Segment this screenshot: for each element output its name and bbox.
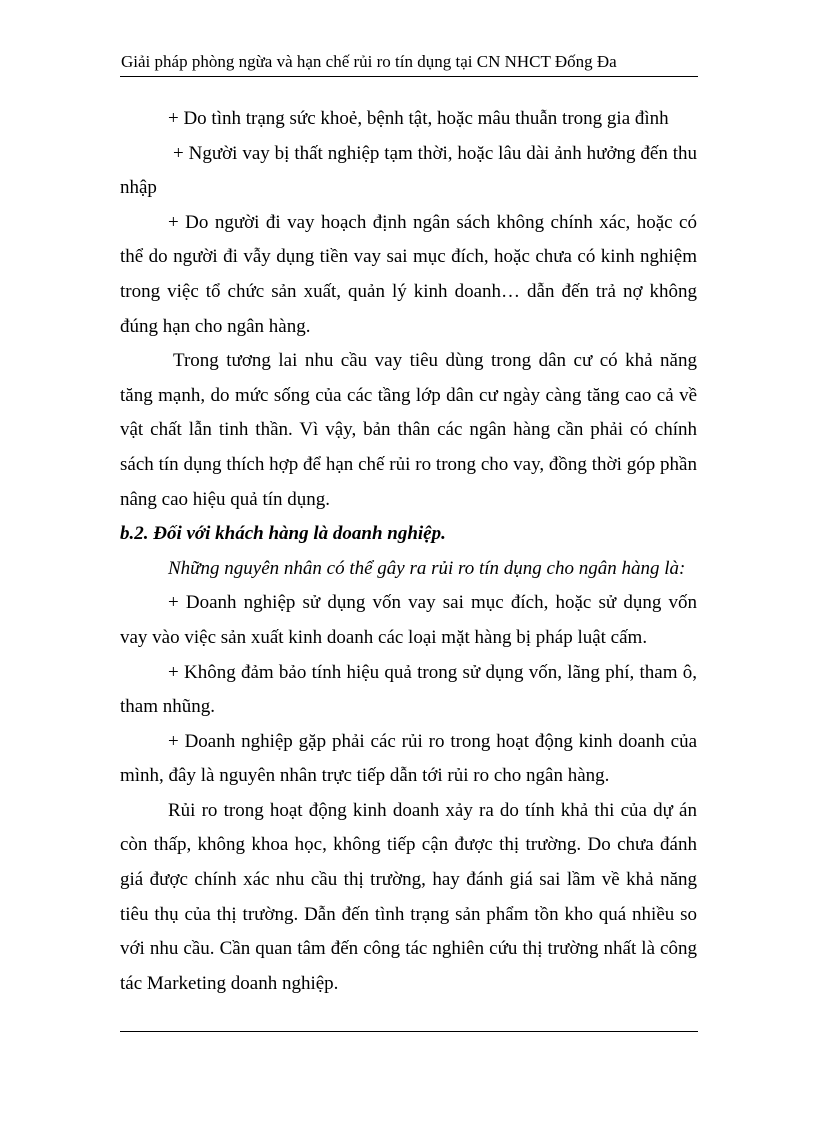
paragraph-causes-intro: Những nguyên nhân có thể gây ra rủi ro tín dụng cho ngân hàng là:	[168, 557, 686, 579]
page-header-title: Giải pháp phòng ngừa và hạn chế rủi ro tín dụng tại CN NHCT Đống Đa	[121, 52, 617, 71]
paragraph-consumer-outlook: Trong tương lai nhu cầu vay tiêu dùng trong dân cư có khả năng tăng mạnh, do mức sống của các tầng lớp dân cư ngày càng tăng cao cả về vật chất lẫn tinh thần. Vì vậy, bản thân các ngân hàng cần phải có chính sách tín dụng thích hợp để hạn chế rủi ro trong cho vay, đồng thời góp phần nâng cao hiệu quả tín dụng.	[120, 350, 697, 510]
paragraph-misuse-loan: + Doanh nghiệp sử dụng vốn vay sai mục đích, hoặc sử dụng vốn vay vào việc sản xuất kinh doanh các loại mặt hàng bị pháp luật cấm.	[120, 592, 697, 648]
footer-rule	[120, 1031, 698, 1032]
header-rule	[120, 76, 698, 77]
document-body	[120, 102, 697, 1001]
paragraph-unemployment: + Người vay bị thất nghiệp tạm thời, hoặc lâu dài ảnh hưởng đến thu nhập	[120, 142, 697, 199]
section-heading-b2: b.2. Đối với khách hàng là doanh nghiệp.	[120, 523, 446, 545]
paragraph-budget: + Do người đi vay hoạch định ngân sách không chính xác, hoặc có thể do người đi vẫy dụng tiền vay sai mục đích, hoặc chưa có kinh nghiệm trong việc tổ chức sản xuất, quản lý kinh doanh… dẫn đến trả nợ không đúng hạn cho ngân hàng.	[120, 211, 697, 337]
paragraph-business-risk: + Doanh nghiệp gặp phải các rủi ro trong hoạt động kinh doanh của mình, đây là nguyên nhân trực tiếp dẫn tới rủi ro cho ngân hàng.	[120, 730, 697, 787]
paragraph-health: + Do tình trạng sức khoẻ, bệnh tật, hoặc mâu thuẫn trong gia đình	[168, 108, 669, 129]
paragraph-feasibility: Rủi ro trong hoạt động kinh doanh xảy ra do tính khả thi của dự án còn thấp, không khoa học, không tiếp cận được thị trường. Do chưa đánh giá được chính xác nhu cầu thị trường, hay đánh giá sai lầm về khả năng tiêu thụ của thị trường. Dẫn đến tình trạng sản phẩm tồn kho quá nhiều so với nhu cầu. Cần quan tâm đến công tác nghiên cứu thị trường nhất là công tác Marketing doanh nghiệp.	[120, 799, 697, 994]
paragraph-inefficiency: + Không đảm bảo tính hiệu quả trong sử dụng vốn, lãng phí, tham ô, tham nhũng.	[120, 661, 697, 718]
